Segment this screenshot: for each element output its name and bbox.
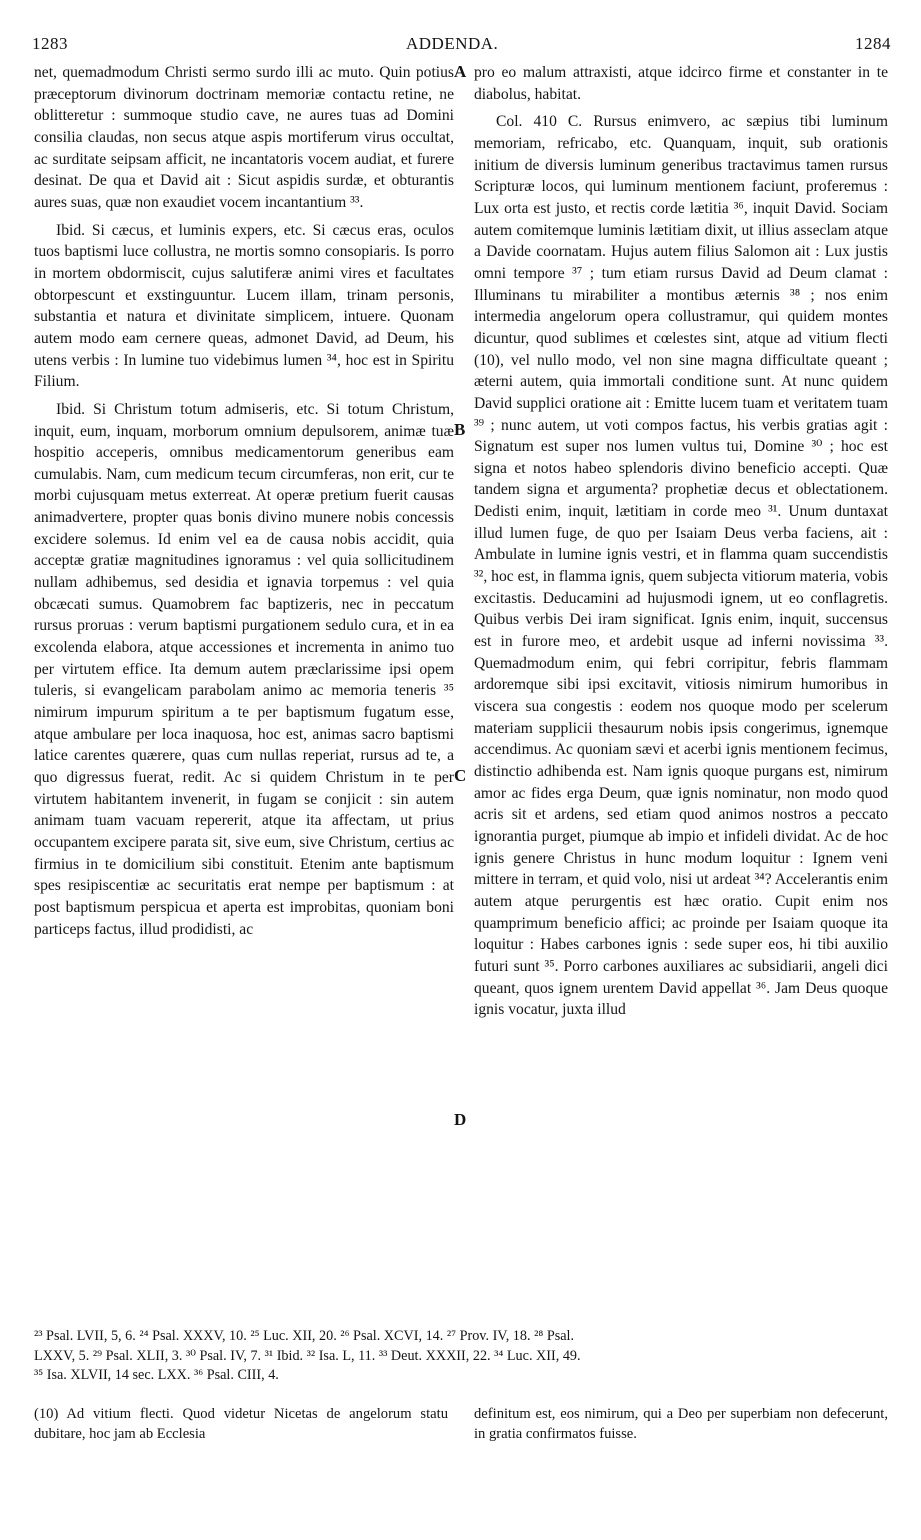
reference-line: ³⁵ Isa. XLVII, 14 sec. LXX. ³⁶ Psal. CIII, 4. [34,1367,279,1383]
page-number-right: 1284 [855,34,891,53]
page-number-left: 1283 [32,34,68,53]
paragraph: net, quemadmodum Christi sermo surdo illi ac muto. Quin potius præceptorum divinorum doctrinam memoriæ contactu retine, ne oblitteretur : summoque studio cave, ne aures tuas ad Domini consilia claudas, non secus atque aspis mortiferum virus occultat, ac surditate seipsam afficit, ne incantatoris vocem audiat, et furere desinat. De qua et David ait : Sicut aspidis surdæ, et obturantis aures suas, quæ non exaudiet vocem incantantium ³³. [34,64,454,211]
scripture-references [34,1327,888,1386]
footnote-right [474,1404,888,1444]
paragraph: pro eo malum attraxisti, atque idcirco firme et constanter in te diabolus, habitat. [474,64,888,103]
margin-letter-a: A [454,62,467,81]
paragraph: Col. 410 C. Rursus enimvero, ac sæpius tibi luminum memoriam, refricabo, etc. Quanquam, inquit, sub orationis initium de diversis luminum generibus tractavimus tamen rursus Scripturæ locos, qui luminum mentionem faciunt, proferemus : Lux orta est justo, et rectis corde lætitia ³⁶, inquit David. Sociam autem comitemque luminis lætitiam dixit, ut illius asseclam atque a Davide coornatam. Hujus autem filius Salomon ait : Lux justis omni tempore ³⁷ ; tum etiam rursus David ad Deum clamat : Illuminans tu mirabiliter a montibus æternis ³⁸ ; nos enim intermedia angelorum opera collustramur, qui quidem montes dicuntur, quod sublimes et cœlestes sint, atque ad vitium flecti (10), vel nullo modo, vel non sine magna difficultate queant ; æterni autem, quia immortali conditione sunt. At nunc quidem David supplici oratione ait : Emitte lucem tuam et veritatem tuam ³⁹ ; nunc autem, ut voti compos factus, his verbis gratias agit : Signatum est super nos lumen vultus tui, Domine ³⁰ ; hoc est signa et notos habeo splendoris divino beneficio accepti. Quæ tandem signa et argumenta? prophetiæ decus et oblectationem. Dedisti enim, inquit, lætitiam in corde meo ³¹. Unum duntaxat illud lumen fuge, de quo per Isaiam Deus verba faciens, ait : Ambulate in lumine ignis vestri, et in flamma quam succendistis ³², hoc est, in flamma ignis, quem subjecta vitiorum materia, vobis excitastis. Deducamini ad hujusmodi ignem, ut eo conflagretis. Quibus verbis Dei iram significat. Ignis enim, inquit, succensus est in furore meo, et ardebit usque ad inferni novissima ³³. Quemadmodum enim, qui febri corripitur, febris flammam ardoremque sibi ipsi excitavit, vitiosis nimirum humoribus in viscera sua congestis : eodem nos quoque modo per scelerum materiam supplicii thesaurum nobis ipsis congerimus, ignemque accendimus. Ac quoniam sævi et acerbi ignis mentionem fecimus, distinctio adhibenda est. Nam ignis quoque purgans est, nimirum amor ac fides erga Deum, quæ ignis nominatur, non modo quod acris sit et ardens, sed etiam quod animos nostros a peccato ignorantia purget, piumque ab impio et infideli dividat. Ac de hoc ignis genere Christus in hunc modum loquitur : Ignem veni mittere in terram, et quid volo, nisi ut ardeat ³⁴? Accelerantis enim autem atque perurgentis est hæc oratio. Cupit enim nos quamprimum beneficio affici; ac proinde per Isaiam quoque ita loquitur : Habes carbones ignis : sede super eos, hi tibi auxilio futuri sunt ³⁵. Porro carbones auxiliares ac subsidiarii, angeli dici queant, quos ignem urentem David appellat ³⁶. Jam Deus quoque ignis vocatur, juxta illud [474,113,888,1019]
footnote-left [34,1404,448,1444]
footnote-text: definitum est, eos nimirum, qui a Deo per superbiam non defecerunt, in gratia confirmatos fuisse. [474,1406,888,1442]
margin-letter-b: B [454,420,466,439]
margin-letter-c: C [454,766,467,785]
margin-letter-d: D [454,1110,467,1129]
paragraph: Ibid. Si Christum totum admiseris, etc. Si totum Christum, inquit, eum, inquam, morborum omnium depulsorem, animæ tuæ hospitio acceperis, omnibus medicamentorum generibus eam cumulabis. Nam, cum medicum tecum circumferas, non erit, cur te morbi cujusquam metus exterreat. At operæ pretium fuerit causas animadvertere, propter quas bonis divino munere nobis concessis excidere solemus. Id enim vel ea de causa nobis accidit, quia acceptæ gratiæ magnitudines ignoramus : vel quia sollicitudinem nullam adhibemus, sed desidia et ignavia torpemus : vel quia obcæcati sumus. Quamobrem fac baptizeris, nec in peccatum rursus proruas : verum baptismi purgationem sedulo cura, et in ea excolenda elabora, atque accessiones et incrementa in animo tuo per virtutem effice. Ita demum autem præclarissime ipsi opem tuleris, si evangelicam parabolam animo ac memoria teneris ³⁵ nimirum impurum spiritum a te per baptismum fugatum esse, atque ambulare per loca inaquosa, hoc est, animas sacro baptismi latice carentes quærere, quas cum nullas reperiat, rursus ad te, a quo digressus fuerat, redit. Ac si quidem Christum in te per virtutem habitantem invenerit, in fugam se conjicit : sin autem animam tuam vacuam repererit, atque ita affectam, ut prius occupantem excipere parata sit, sive eum, sive Christum, certius ac firmius in te domicilium sibi constituit. Etenim ante baptismum spes resipiscentiæ ac securitatis erat nempe per baptismum : at post baptismum perspicua et aperta est improbitas, quoniam boni particeps factus, illud prodidisti, ac [34,400,454,938]
running-header [0,34,921,60]
right-column [474,62,888,1021]
reference-line: LXXV, 5. ²⁹ Psal. XLII, 3. ³⁰ Psal. IV, 7. ³¹ Ibid. ³² Isa. L, 11. ³³ Deut. XXXII, 22. ³⁴ Luc. XII, 49. [34,1347,581,1364]
footnote-text: (10) Ad vitium flecti. Quod videtur Nicetas de angelorum statu dubitare, hoc jam ab Ecclesia [34,1406,448,1442]
reference-line: ²³ Psal. LVII, 5, 6. ²⁴ Psal. XXXV, 10. ²⁵ Luc. XII, 20. ²⁶ Psal. XCVI, 14. ²⁷ Prov. IV, 18. ²⁸ Psal. [34,1328,575,1344]
paragraph: Ibid. Si cæcus, et luminis expers, etc. Si cæcus eras, oculos tuos baptismi luce collustra, ne mortis somno consopiaris. Is porro in mortem obdormiscit, cujus salutiferæ animi vires et facultates obtorpescunt et exstinguuntur. Lucem illam, trinam personis, substantia et natura et divinitate simplicem, intuere. Quonam autem modo eam cernere queas, admonet David, ad Deum, his utens verbis : In lumine tuo videbimus lumen ³⁴, hoc est in Spiritu Filium. [34,221,454,391]
left-column [34,62,454,940]
running-title: ADDENDA. [406,34,499,53]
